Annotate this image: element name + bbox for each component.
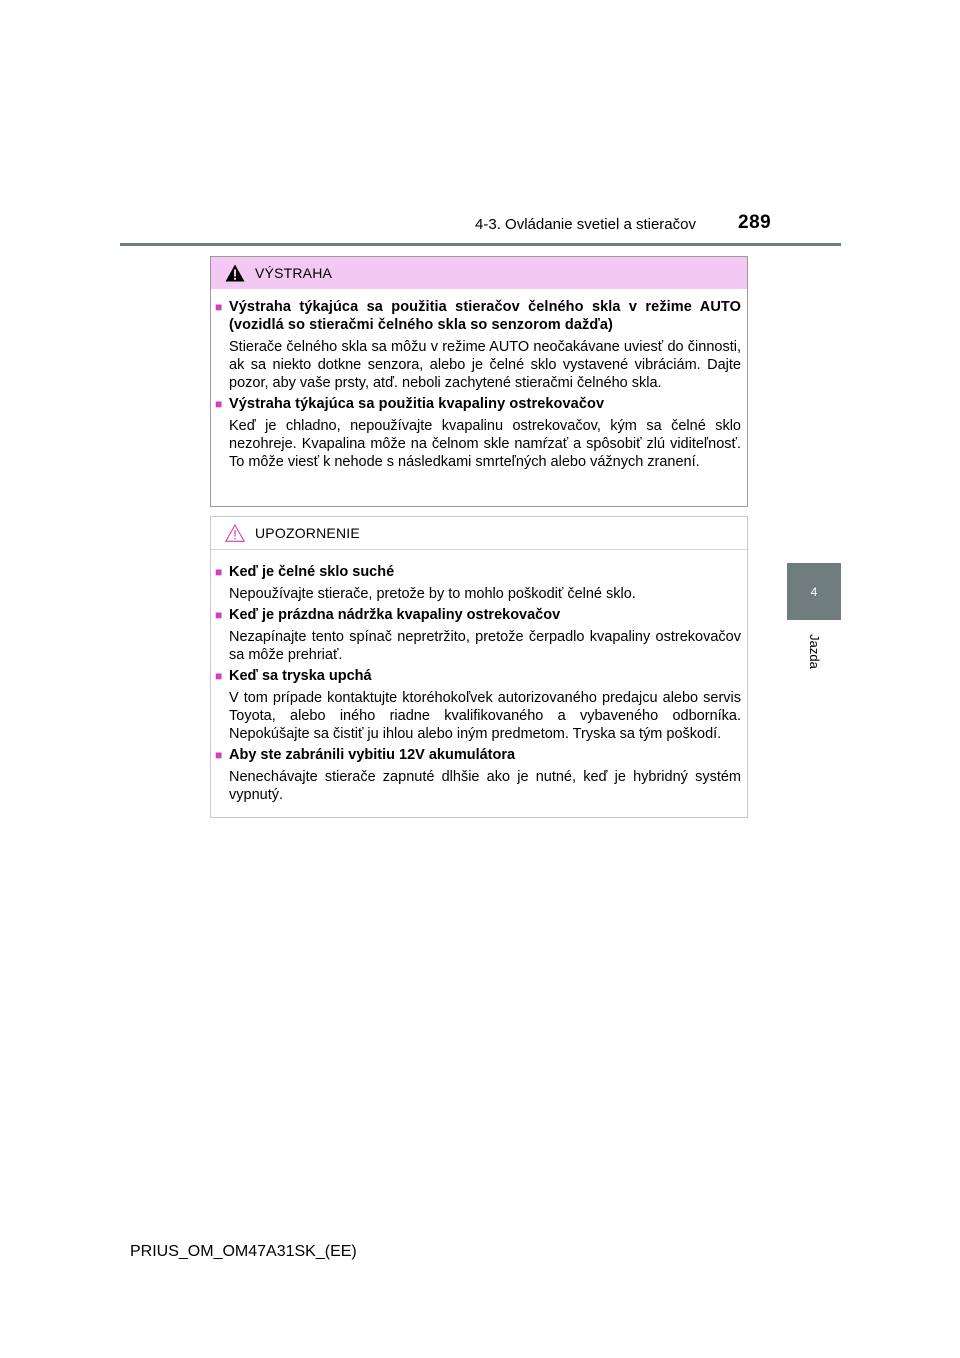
list-item [211,298,741,392]
footer-document-code: PRIUS_OM_OM47A31SK_(EE) [130,1243,357,1260]
item-title [211,395,741,413]
header-rule [120,243,841,246]
item-title [211,563,741,581]
bullet-icon: ■ [215,608,223,622]
item-title-text: Keď je čelné sklo suché [229,564,395,580]
item-title [211,298,741,334]
page-number: 289 [738,212,772,233]
item-title-text: Výstraha týkajúca sa použitia kvapaliny ostrekovačov [229,396,605,412]
item-text: Nepoužívajte stierače, pretože by to mohlo poškodiť čelné sklo. [229,586,636,602]
caution-triangle-icon [225,524,245,542]
bullet-icon: ■ [215,669,223,683]
bullet-icon: ■ [215,748,223,762]
item-title-text: Keď je prázdna nádržka kvapaliny ostrekovačov [229,607,561,623]
item-text: Keď je chladno, nepoužívajte kvapalinu ostrekovačov, kým sa čelné sklo nezohreje. Kvapalina môže na čelnom skle namŕzať a spôsobiť zlú viditeľnosť. To môže viesť k nehode s následkami smrteľných alebo vážnych zranení. [229,418,741,470]
chapter-tab [787,563,841,620]
item-title [211,667,741,685]
chapter-tab-number: 4 [810,584,818,599]
item-title-text: Aby ste zabránili vybitiu 12V akumulátora [229,747,516,763]
list-item [211,746,741,804]
item-text: Nezapínajte tento spínač nepretržito, pretože čerpadlo kvapaliny ostrekovačov sa môže prehriať. [229,629,741,663]
list-item [211,563,741,603]
chapter-label-text: Jazda [806,633,822,669]
notice-body [211,550,747,804]
warning-body [211,289,747,471]
warning-header [211,257,747,289]
list-item [211,667,741,743]
warning-triangle-icon [225,264,245,282]
notice-box [210,516,748,818]
item-title-text: Keď sa tryska upchá [229,668,372,684]
item-text: Nenechávajte stierače zapnuté dlhšie ako je nutné, keď je hybridný systém vypnutý. [229,769,741,803]
notice-header [211,517,747,550]
bullet-icon: ■ [215,397,223,411]
bullet-icon: ■ [215,565,223,579]
item-title [211,746,741,764]
item-text: Stierače čelného skla sa môžu v režime AUTO neočakávane uviesť do činnosti, ak sa niekto dotkne senzora, alebo je čelné sklo vystavené vibráciám. Dajte pozor, aby vaše prsty, atď. neboli zachytené stieračmi čelného skla. [229,339,741,391]
list-item [211,395,741,471]
bullet-icon: ■ [215,300,223,314]
header-section-title: 4-3. Ovládanie svetiel a stieračov [475,216,696,233]
item-title-text: Výstraha týkajúca sa použitia stieračov čelného skla v režime AUTO (vozidlá so stieračmi čelného skla so senzorom dažďa) [229,299,741,333]
item-title [211,606,741,624]
item-text: V tom prípade kontaktujte ktoréhokoľvek autorizovaného predajcu alebo servis Toyota, alebo iného riadne kvalifikovaného a vybaveného odborníka. Nepokúšajte sa čistiť ju ihlou alebo iným predmetom. Tryska sa tým poškodí. [229,690,741,742]
chapter-label [787,626,841,676]
notice-title: UPOZORNENIE [255,525,360,541]
warning-title: VÝSTRAHA [255,265,333,281]
list-item [211,606,741,664]
warning-box [210,256,748,507]
